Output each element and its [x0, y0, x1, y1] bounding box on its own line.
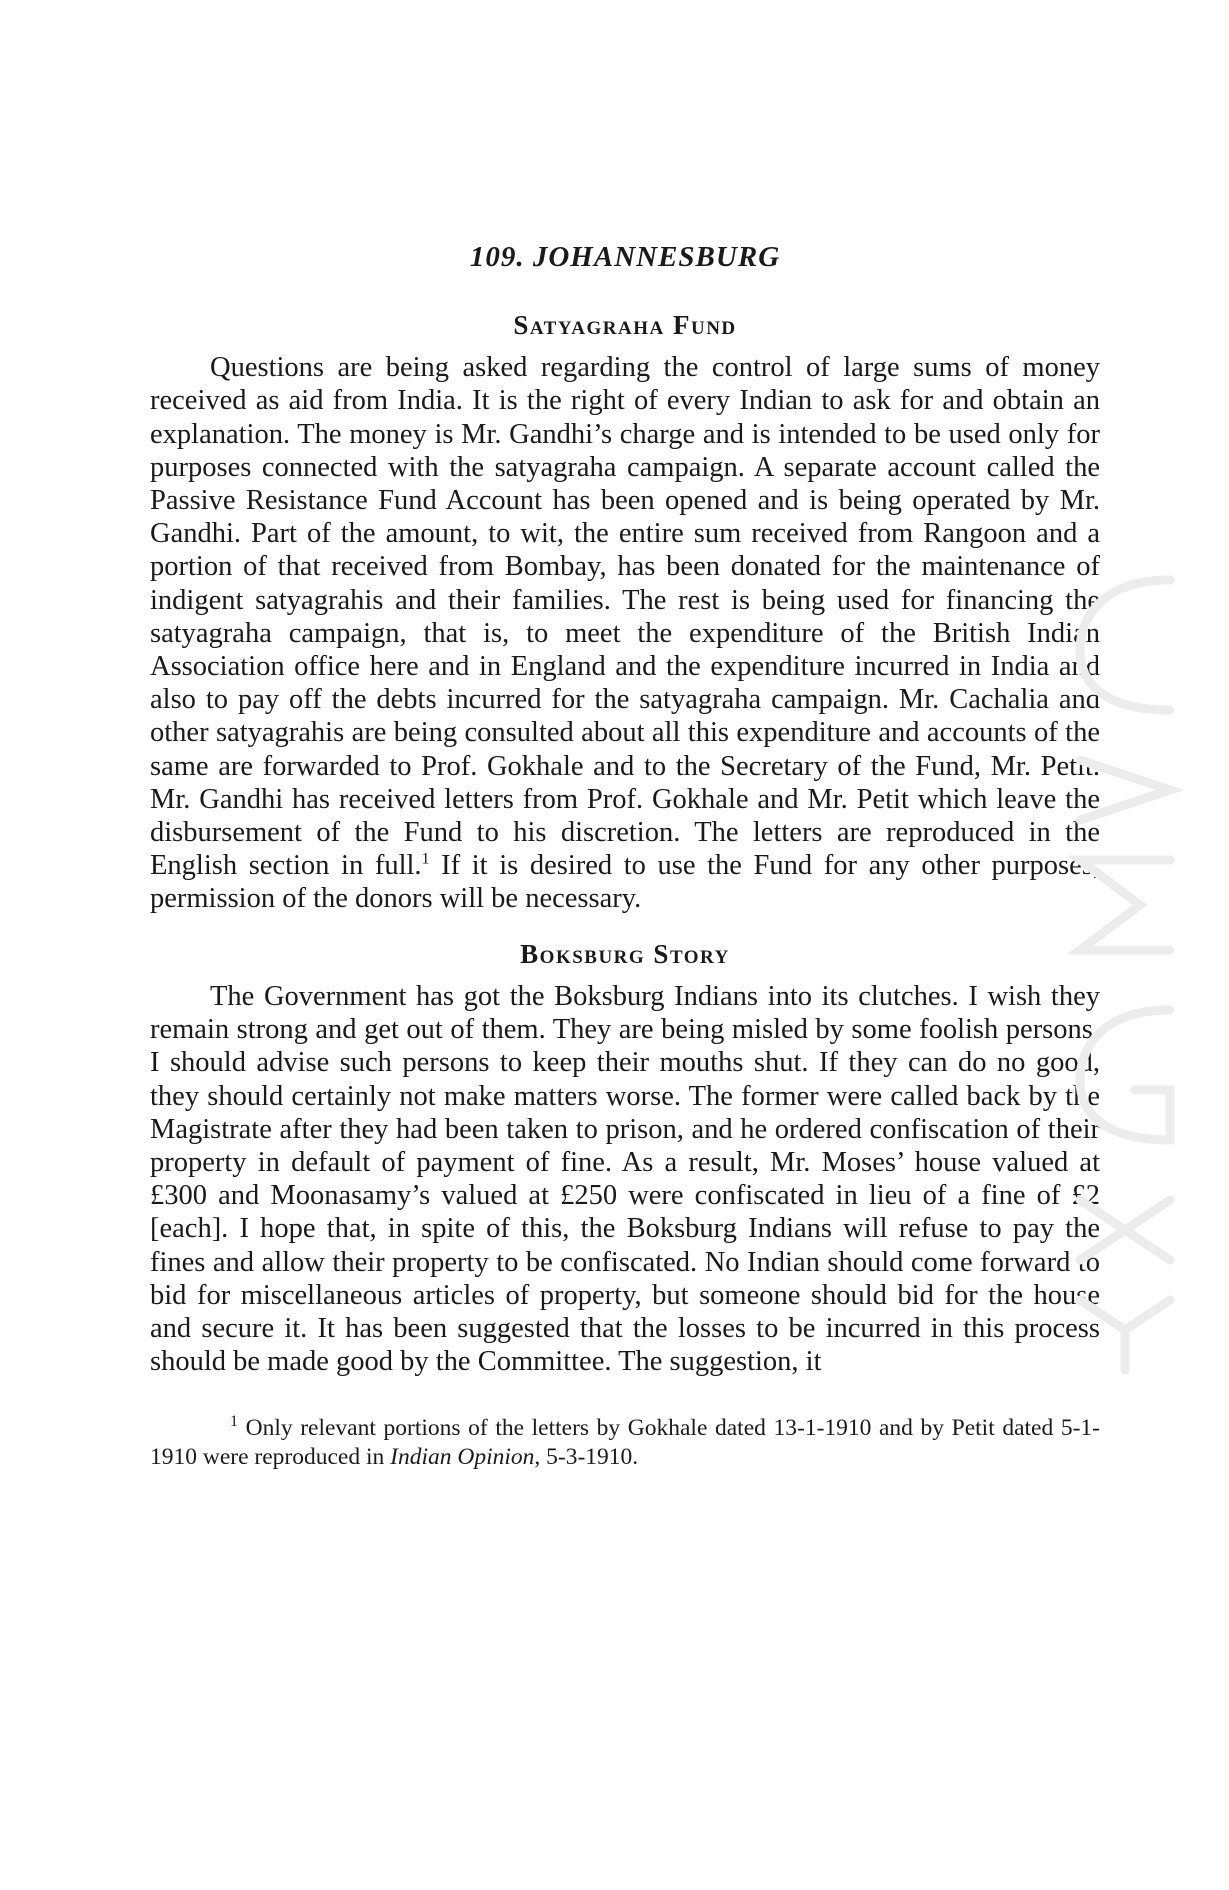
watermark-image — [1060, 560, 1200, 1380]
footnote-reference[interactable]: 1 — [421, 850, 430, 868]
footnote-text-end: , 5-3-1910. — [534, 1444, 639, 1471]
footnote-publication: Indian Opinion — [390, 1444, 535, 1471]
paragraph-boksburg-story: The Government has got the Boksburg Indians into its clutches. I wish they remain strong and get out of them. They are being misled by some foolish persons. I should advise such persons to keep their mouths shut. If they can do no good, they should certainly not make matters worse. The former were called back by the Magistrate after they had been taken to prison, and he ordered confiscation of their property in default of payment of fine. As a result, Mr. Moses’ house valued at £300 and Moonasamy’s valued at £250 were confiscated in lieu of a fine of £2 [each]. I hope that, in spite of this, the Boksburg Indians will refuse to pay the fines and allow their property to be confiscated. No Indian should come forward to bid for miscellaneous articles of property, but someone should bid for the house and secure it. It has been suggested that the losses to be incurred in this process should be made good by the Committee. The suggestion, it — [150, 981, 1100, 1378]
footnotes — [150, 1414, 1100, 1472]
section-heading-boksburg-story: Boksburg Story — [520, 938, 730, 969]
paragraph-satyagraha-fund — [150, 351, 1100, 915]
paragraph-text: Questions are being asked regarding the control of large sums of money received as aid from India. It is the right of every Indian to ask for and obtain an explanation. The money is Mr. Gandhi’s charge and is intended to be used only for purposes connected with the satyagraha campaign. A separate account called the Passive Resistance Fund Account has been opened and is being operated by Mr. Gandhi. Part of the amount, to wit, the entire sum received from Rangoon and a portion of that received from Bombay, has been donated for the maintenance of indigent satyagrahis and their families. The rest is being used for financing the satyagraha campaign, that is, to meet the expenditure of the British Indian Association office here and in England and the expenditure incurred in India and also to pay off the debts incurred for the satyagraha campaign. Mr. Cachalia and other satyagrahis are being consulted about all this expenditure and accounts of the same are forwarded to Prof. Gokhale and to the Secretary of the Fund, Mr. Petit. Mr. Gandhi has received letters from Prof. Gokhale and Mr. Petit which leave the disbursement of the Fund to his discretion. The letters are reproduced in the English section in full. — [150, 352, 1100, 882]
paragraph-text-continued: If it is desired to use the Fund for any other purposes, permission of the donors will be necessary. — [150, 850, 1101, 915]
page — [150, 240, 1100, 1472]
footnote-marker: 1 — [230, 1413, 238, 1431]
section-heading-satyagraha-fund: Satyagraha Fund — [513, 309, 737, 340]
footnote-text: Only relevant portions of the letters by Gokhale dated 13-1-1910 and by Petit dated 5-1-1910 were reproduced in — [150, 1415, 1100, 1471]
footnote — [150, 1414, 1100, 1472]
page-title: 109. JOHANNESBURG — [469, 241, 781, 273]
